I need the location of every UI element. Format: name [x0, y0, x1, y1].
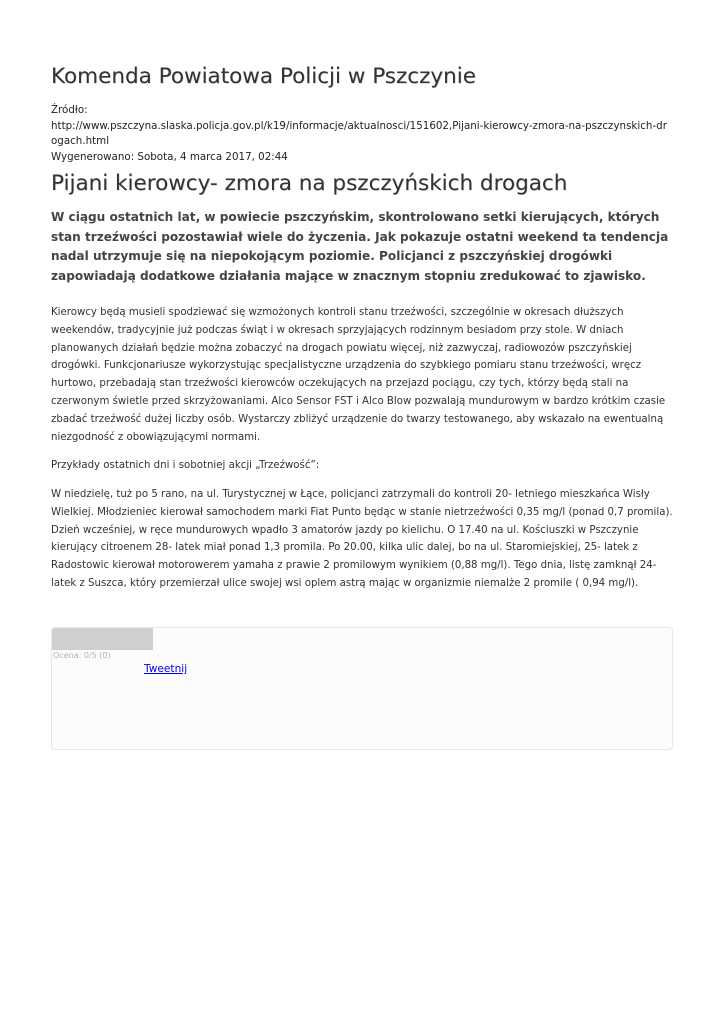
- source-label: Źródło:: [51, 104, 88, 116]
- rating-stars[interactable]: [52, 628, 153, 650]
- article-lead: W ciągu ostatnich lat, w powiecie pszczyńskim, skontrolowano setki kierujących, których stan trzeźwości pozostawiał wiele do życzenia. Jak pokazuje ostatni weekend ta tendencja nadal utrzymuje się na niepokojącym poziomie. Policjanci z pszczyńskiej drogówki zapowiadają dodatkowe działania mające w znacznym stopniu zredukować to zjawisko.: [51, 210, 669, 283]
- site-title: Komenda Powiatowa Policji w Pszczynie: [51, 64, 476, 89]
- source-url: http://www.pszczyna.slaska.policja.gov.pl/k19/informacje/aktualnosci/151602,Pijani-kierowcy-zmora-na-pszczynskich-drogach.html: [51, 119, 667, 147]
- document-meta: [51, 103, 673, 165]
- article-paragraph: Przykłady ostatnich dni i sobotniej akcji „Trzeźwość”:: [51, 460, 320, 471]
- rating-label: Ocena: 0/5 (0): [53, 651, 111, 660]
- article-paragraph: Kierowcy będą musieli spodziewać się wzmożonych kontroli stanu trzeźwości, szczególnie w okresach dłuższych weekendów, tradycyjnie już podczas świąt i w okresach sprzyjających rodzinnym besiadom przy stole. W dniach planowanych działań będzie można zobaczyć na drogach powiatu więcej, niż zazwyczaj, radiowozów pszczyńskiej drogówki. Funkcjonariusze wykorzystując specjalistyczne urządzenia do szybkiego pomiaru stanu trzeźwości, wręcz hurtowo, przebadają stan trzeźwości kierowców oczekujących na przejazd pociągu, czy tych, którzy będą stali na czerwonym świetle przed skrzyżowaniami. Alco Sensor FST i Alco Blow pozwalają mundurowym w bardzo krótkim czasie zbadać trzeźwość dużej liczby osób. Wystarczy zbliżyć urządzenie do twarzy testowanego, aby wskazało na ewentualną niezgodność z obowiązującymi normami.: [51, 307, 666, 443]
- tweet-link[interactable]: Tweetnij: [144, 663, 188, 675]
- article-paragraph: W niedzielę, tuż po 5 rano, na ul. Turystycznej w Łące, policjanci zatrzymali do kontroli 20- letniego mieszkańca Wisły Wielkiej. Młodzieniec kierował samochodem marki Fiat Punto będąc w stanie nietrzeźwości 0,35 mg/l (ponad 0,7 promila). Dzień wcześniej, w ręce mundurowych wpadło 3 amatorów jazdy po kielichu. O 17.40 na ul. Kościuszki w Pszczynie kierujący citroenem 28- latek miał ponad 1,3 promila. Po 20.00, kilka ulic dalej, bo na ul. Staromiejskiej, 25- latek z Radostowic kierował motorowerem yamaha z prawie 2 promilowym wynikiem (0,88 mg/l). Tego dnia, listę zamknął 24- latek z Suszca, który przemierzał ulice swojej wsi oplem astrą mając w organizmie niemalże 2 promile ( 0,94 mg/l).: [51, 489, 673, 589]
- rating-share-box: [51, 627, 673, 750]
- generated-date: Wygenerowano: Sobota, 4 marca 2017, 02:44: [51, 150, 288, 163]
- article-title: Pijani kierowcy- zmora na pszczyńskich drogach: [51, 171, 568, 196]
